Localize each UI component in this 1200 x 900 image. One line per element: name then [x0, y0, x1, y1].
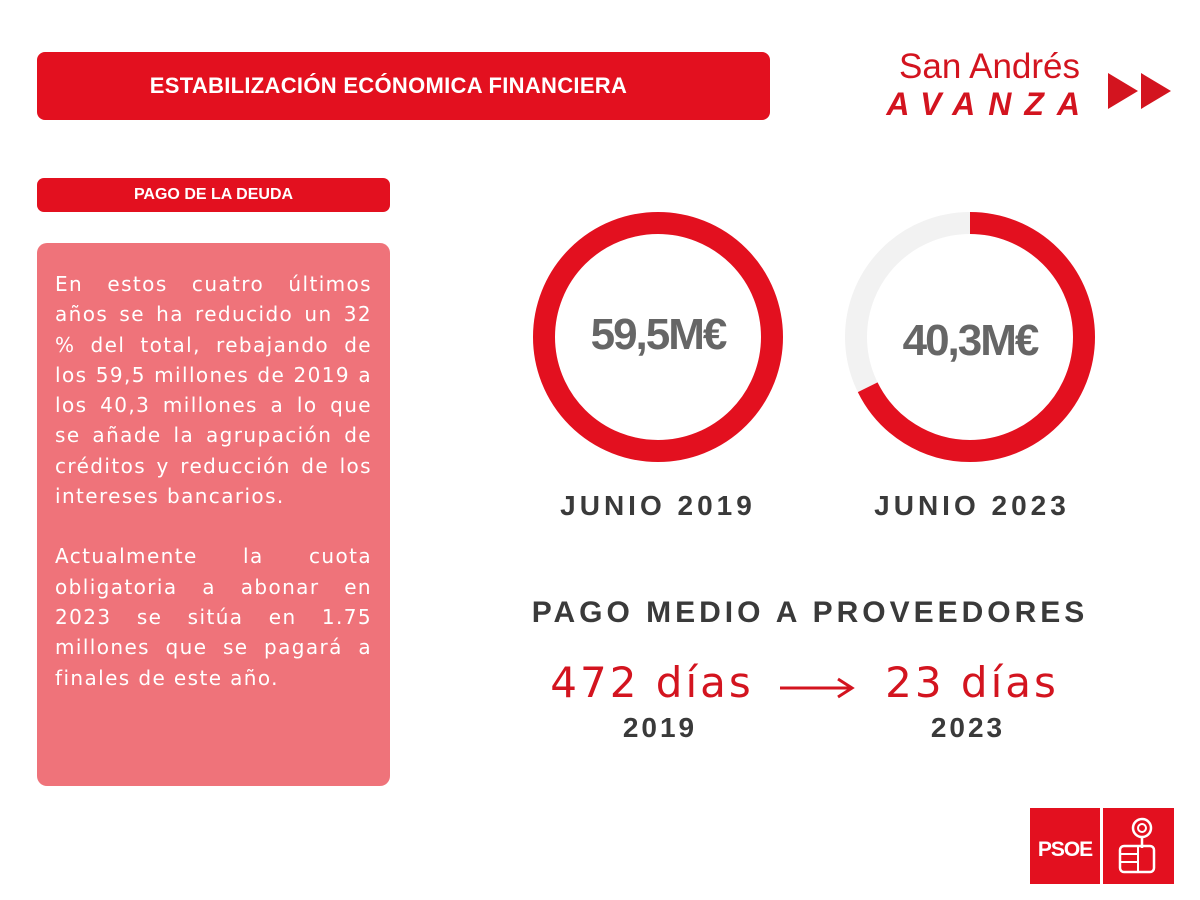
brand-line-1: San Andrés	[899, 47, 1080, 86]
psoe-logo	[1030, 808, 1174, 884]
year-after: 2023	[930, 712, 1006, 743]
double-play-icon	[1108, 73, 1174, 109]
logo-text: PSOE	[1037, 838, 1093, 861]
section-header	[37, 178, 390, 212]
page-title: ESTABILIZACIÓN ECÓNOMICA FINANCIERA	[149, 73, 628, 98]
debt-value-2019: 59,5M€	[590, 310, 726, 359]
title-banner	[37, 52, 770, 120]
days-before: 472 días	[550, 658, 754, 707]
brand-logo	[860, 47, 1093, 122]
debt-description-box	[37, 243, 390, 786]
logo-divider	[1100, 808, 1103, 884]
days-after: 23 días	[885, 658, 1059, 707]
payments-title: PAGO MEDIO A PROVEEDORES	[531, 596, 1089, 629]
description-paragraph-1: En estos cuatro últimos años se ha reducido un 32 % del total, rebajando de los 59,5 millones de 2019 a los 40,3 millones a lo que se añade la agrupación de créditos y reducción de los intereses bancarios.	[55, 272, 372, 509]
description-paragraph-2: Actualmente la cuota obligatoria a abonar en 2023 se sitúa en 1.75 millones que se pagará a finales de este año.	[55, 544, 372, 690]
section-title: PAGO DE LA DEUDA	[133, 186, 294, 203]
brand-line-2: AVANZA	[886, 86, 1093, 122]
debt-value-2023: 40,3M€	[902, 316, 1038, 365]
date-label-2023: JUNIO 2023	[874, 490, 1070, 521]
fist-rose-icon	[1108, 816, 1168, 876]
year-before: 2019	[622, 712, 698, 743]
date-label-2019: JUNIO 2019	[560, 490, 756, 521]
